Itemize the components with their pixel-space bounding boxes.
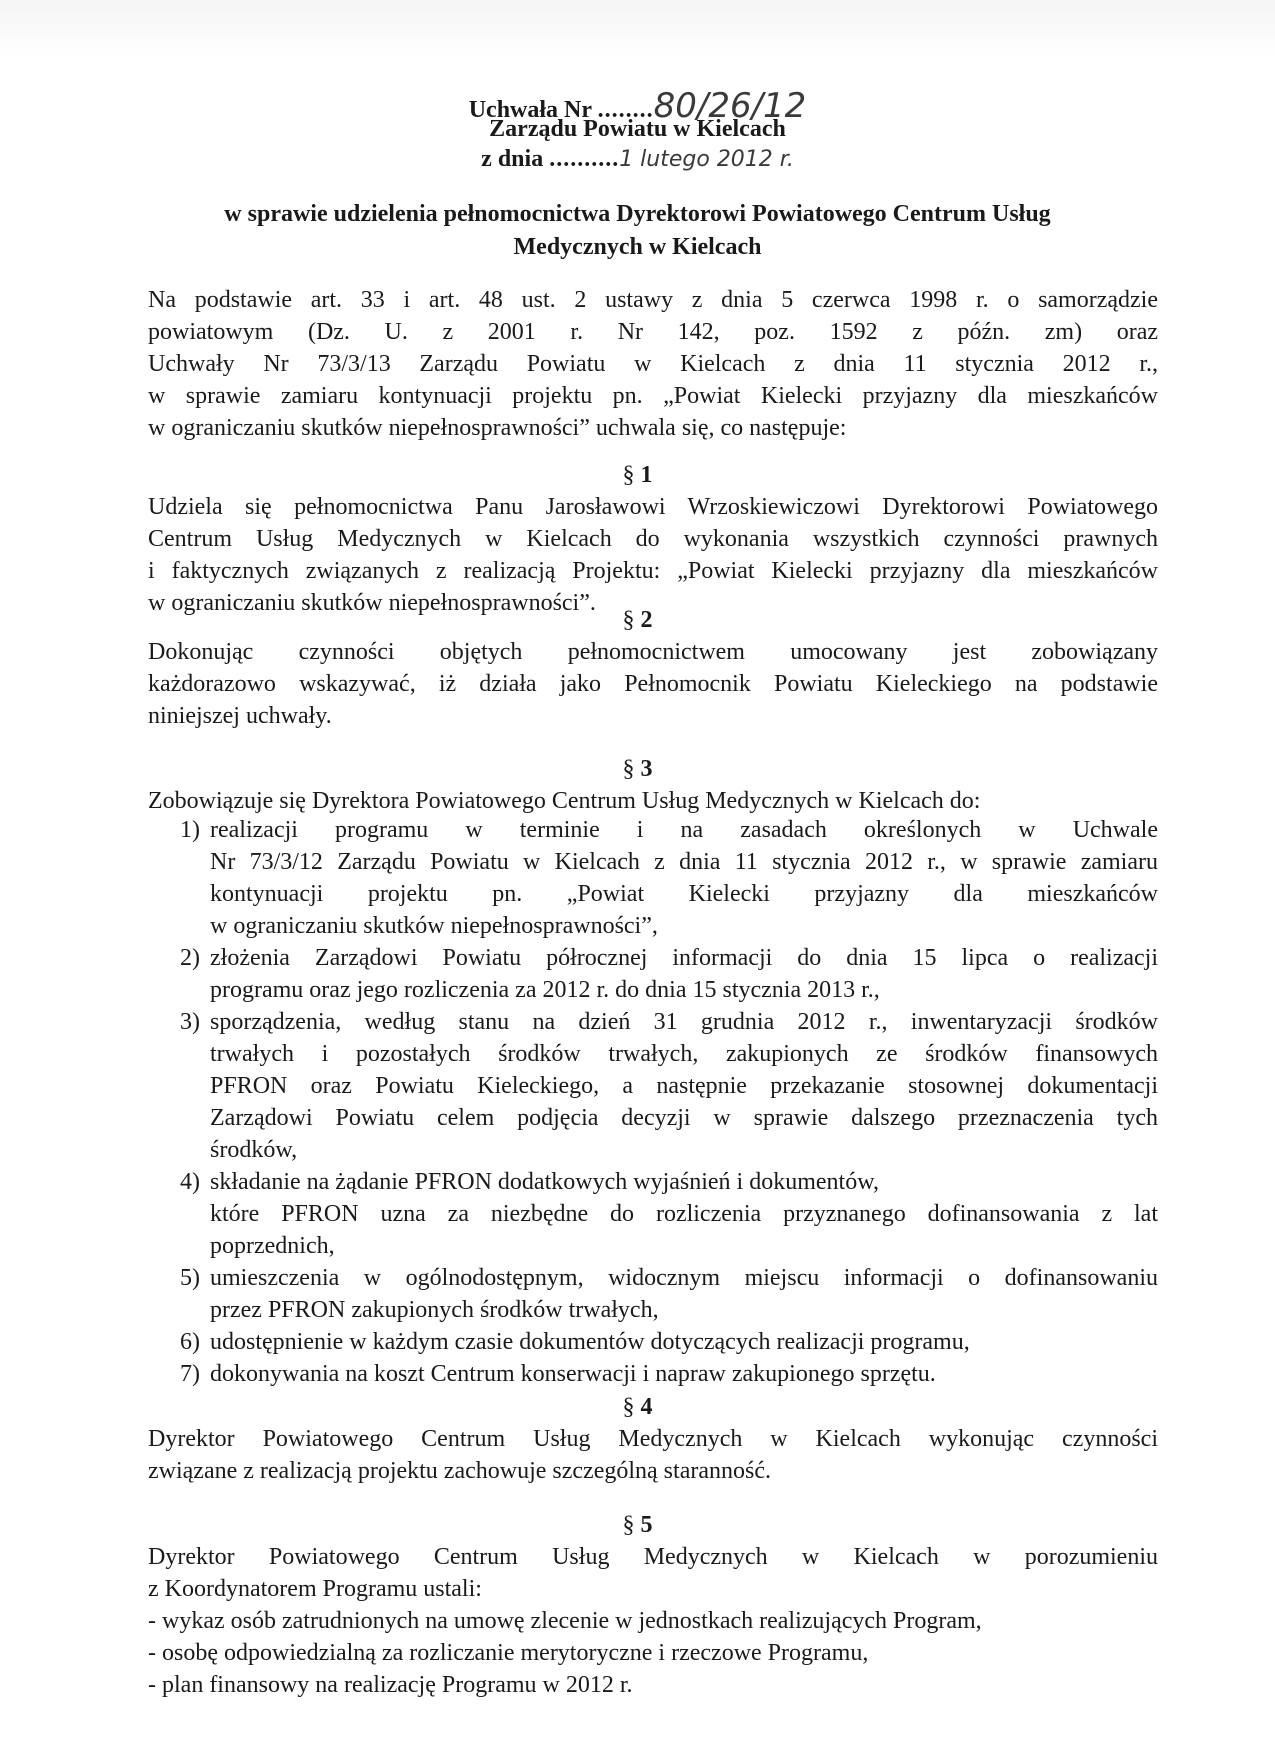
section-number: 4 xyxy=(640,1394,653,1420)
section-2-text xyxy=(148,636,1158,732)
list-item-line: Nr 73/3/12 Zarządu Powiatu w Kielcach z dnia 11 stycznia 2012 r., w sprawie zamiaru xyxy=(210,849,1158,875)
list-item-line: środków, xyxy=(210,1137,298,1163)
list-item-line: realizacji programu w terminie i na zasadach określonych w Uchwale xyxy=(210,817,1158,843)
list-item-line: PFRON oraz Powiatu Kieleckiego, a następnie przekazanie stosownej dokumentacji xyxy=(210,1073,1158,1099)
list-item-number: 1) xyxy=(180,817,200,843)
board-name: Zarządu Powiatu w Kielcach xyxy=(489,116,786,142)
list-item-line: programu oraz jego rozliczenia za 2012 r. do dnia 15 stycznia 2013 r., xyxy=(210,977,880,1003)
section-line: z Koordynatorem Programu ustali: xyxy=(148,1576,482,1602)
preamble-line: powiatowym (Dz. U. z 2001 r. Nr 142, poz. 1592 z późn. zm) oraz xyxy=(148,319,1158,345)
list-item xyxy=(148,814,1158,942)
list-item xyxy=(148,1262,1158,1326)
list-item-line: które PFRON uzna za niezbędne do rozliczenia przyznanego dofinansowania z lat xyxy=(210,1201,1158,1227)
list-item-line: złożenia Zarządowi Powiatu półrocznej informacji do dnia 15 lipca o realizacji xyxy=(210,945,1158,971)
section-line: niniejszej uchwały. xyxy=(148,703,332,729)
preamble-line: w sprawie zamiaru kontynuacji projektu pn. „Powiat Kielecki przyjazny dla mieszkańców xyxy=(148,383,1158,409)
section-number: 5 xyxy=(640,1512,653,1538)
list-item-number: 2) xyxy=(180,945,200,971)
dash-list-item: - plan finansowy na realizację Programu w 2012 r. xyxy=(148,1672,633,1698)
section-line: Centrum Usług Medycznych w Kielcach do wykonania wszystkich czynności prawnych xyxy=(148,526,1158,552)
list-item-line: sporządzenia, według stanu na dzień 31 grudnia 2012 r., inwentaryzacji środków xyxy=(210,1009,1158,1035)
list-item-number: 7) xyxy=(180,1361,200,1387)
preamble xyxy=(148,284,1158,444)
section-number: 3 xyxy=(640,756,653,782)
list-item-line: przez PFRON zakupionych środków trwałych, xyxy=(210,1297,659,1323)
section-line: Udziela się pełnomocnictwa Panu Jarosławowi Wrzoskiewiczowi Dyrektorowi Powiatowego xyxy=(148,494,1158,520)
section-heading-3 xyxy=(0,756,1275,783)
section-line: każdorazowo wskazywać, iż działa jako Pełnomocnik Powiatu Kieleckiego na podstawie xyxy=(148,671,1158,697)
list-item-line: dokonywania na koszt Centrum konserwacji i napraw zakupionego sprzętu. xyxy=(210,1361,936,1387)
preamble-line: Na podstawie art. 33 i art. 48 ust. 2 ustawy z dnia 5 czerwca 1998 r. o samorządzie xyxy=(148,287,1158,313)
section-number: 2 xyxy=(640,607,653,633)
section-3-intro xyxy=(148,785,1158,817)
list-item xyxy=(148,942,1158,1006)
title-line: Medycznych w Kielcach xyxy=(513,234,762,260)
section-heading-1 xyxy=(0,462,1275,489)
section-1-text xyxy=(148,491,1158,619)
section-line: Dyrektor Powiatowego Centrum Usług Medycznych w Kielcach w porozumieniu xyxy=(148,1544,1158,1570)
section-number: 1 xyxy=(640,462,653,488)
section-sign: § xyxy=(622,462,635,488)
dash-list-item: - wykaz osób zatrudnionych na umowę zlecenie w jednostkach realizujących Program, xyxy=(148,1608,982,1634)
section-line: i faktycznych związanych z realizacją Projektu: „Powiat Kielecki przyjazny dla mieszkańców xyxy=(148,558,1158,584)
list-item-line: w ograniczaniu skutków niepełnosprawności”, xyxy=(210,913,658,939)
list-item-line: składanie na żądanie PFRON dodatkowych wyjaśnień i dokumentów, xyxy=(210,1169,879,1195)
list-item xyxy=(148,1326,1158,1358)
resolution-date-dots: .......... xyxy=(549,146,620,172)
section-heading-2 xyxy=(0,607,1275,634)
section-sign: § xyxy=(622,1394,635,1420)
section-line: Zobowiązuje się Dyrektora Powiatowego Centrum Usług Medycznych w Kielcach do: xyxy=(148,788,981,814)
list-item-line: poprzednich, xyxy=(210,1233,335,1259)
resolution-number-handwritten: 80/26/12 xyxy=(653,86,807,126)
resolution-date-handwritten: 1 lutego 2012 r. xyxy=(619,147,794,172)
preamble-line: w ograniczaniu skutków niepełnosprawności” uchwala się, co następuje: xyxy=(148,415,847,441)
section-5-text xyxy=(148,1541,1158,1701)
list-item xyxy=(148,1166,1158,1262)
list-item-number: 5) xyxy=(180,1265,200,1291)
list-item-line: Zarządowi Powiatu celem podjęcia decyzji w sprawie dalszego przeznaczenia tych xyxy=(210,1105,1158,1131)
section-line: Dokonując czynności objętych pełnomocnictwem umocowany jest zobowiązany xyxy=(148,639,1158,665)
list-item-line: trwałych i pozostałych środków trwałych, zakupionych ze środków finansowych xyxy=(210,1041,1158,1067)
list-item-line: kontynuacji projektu pn. „Powiat Kielecki przyjazny dla mieszkańców xyxy=(210,881,1158,907)
section-line: związane z realizacją projektu zachowuje szczególną staranność. xyxy=(148,1458,771,1484)
list-item-line: umieszczenia w ogólnodostępnym, widocznym miejscu informacji o dofinansowaniu xyxy=(210,1265,1158,1291)
section-heading-4 xyxy=(0,1394,1275,1421)
section-line: w ograniczaniu skutków niepełnosprawności”. xyxy=(148,590,596,616)
title-line: w sprawie udzielenia pełnomocnictwa Dyrektorowi Powiatowego Centrum Usług xyxy=(224,201,1051,227)
list-item-number: 6) xyxy=(180,1329,200,1355)
list-item-number: 4) xyxy=(180,1169,200,1195)
list-item-line: udostępnienie w każdym czasie dokumentów dotyczących realizacji programu, xyxy=(210,1329,970,1355)
resolution-date-label: z dnia xyxy=(481,146,544,172)
document-title xyxy=(170,198,1105,264)
section-line: Dyrektor Powiatowego Centrum Usług Medycznych w Kielcach wykonując czynności xyxy=(148,1426,1158,1452)
section-4-text xyxy=(148,1423,1158,1487)
section-heading-5 xyxy=(0,1512,1275,1539)
list-item xyxy=(148,1006,1158,1166)
section-sign: § xyxy=(622,1512,635,1538)
section-sign: § xyxy=(622,756,635,782)
list-item xyxy=(148,1358,1158,1390)
resolution-date-line xyxy=(0,146,1275,173)
resolution-number-dots: ........ xyxy=(597,97,654,123)
section-3-list xyxy=(148,814,1158,1390)
list-item-number: 3) xyxy=(180,1009,200,1035)
scan-shadow xyxy=(0,0,1275,60)
section-sign: § xyxy=(622,607,635,633)
preamble-line: Uchwały Nr 73/3/13 Zarządu Powiatu w Kielcach z dnia 11 stycznia 2012 r., xyxy=(148,351,1158,377)
dash-list-item: - osobę odpowiedzialną za rozliczanie merytoryczne i rzeczowe Programu, xyxy=(148,1640,869,1666)
resolution-number-label: Uchwała Nr xyxy=(468,97,592,123)
